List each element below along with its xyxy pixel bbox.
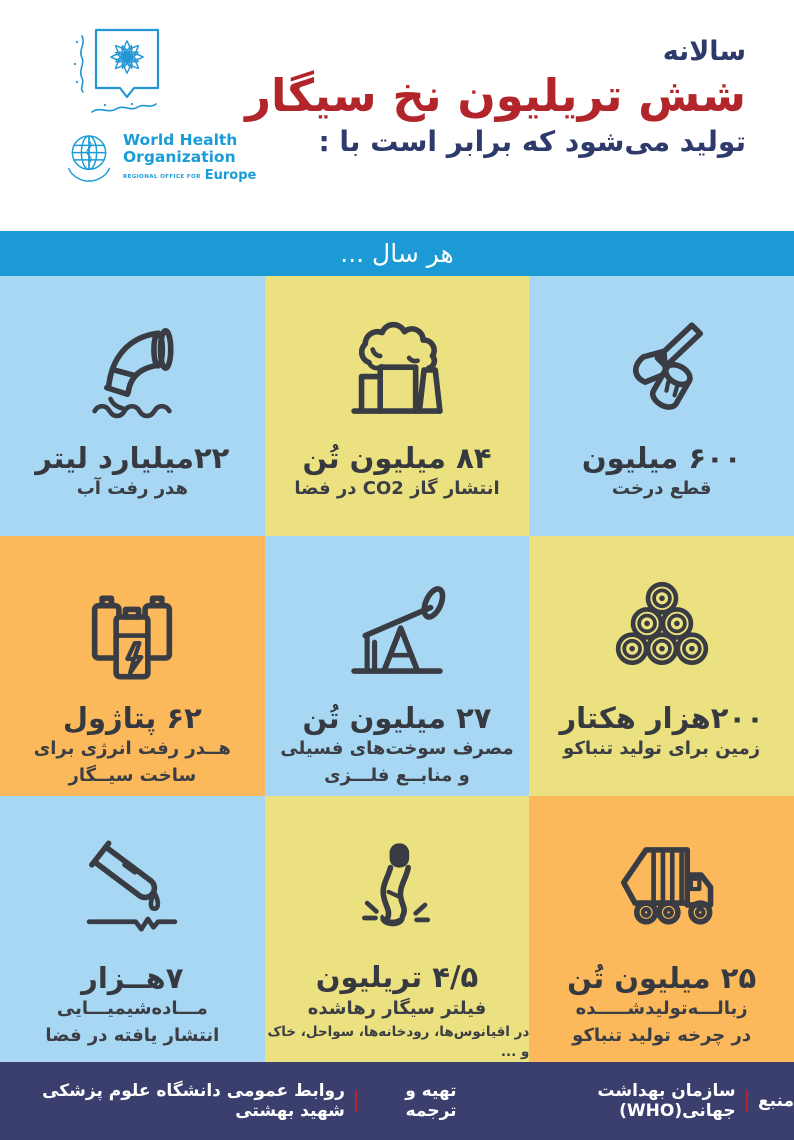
who-name-line1: World Health: [123, 131, 238, 150]
stat-caption-line-1: زبالـــه‌تولیدشـــــده: [575, 998, 748, 1020]
stat-value: ۲۰۰هزار هکتار: [559, 701, 764, 735]
who-region: Europe: [204, 167, 257, 183]
title-line-produced: تولید می‌شود که برابر است با :: [318, 125, 746, 159]
stat-value: ۲۲میلیارد لیتر: [35, 441, 230, 475]
who-name-line2: Organization: [123, 148, 236, 166]
batteries-icon: [76, 566, 188, 694]
stat-caption-line-1: هــدر رفت انرژی برای: [33, 738, 231, 760]
who-wordmark: [123, 132, 256, 181]
stat-caption-line-2: انتشار یافته در فضا: [45, 1025, 220, 1047]
logs-stack-icon: [606, 566, 718, 694]
stat-cell-land: [529, 536, 794, 796]
stats-grid: [0, 276, 794, 1062]
who-office-label: REGIONAL OFFICE FOR: [123, 173, 201, 180]
stat-cell-chemicals: [0, 796, 265, 1062]
stat-cell-water: [0, 276, 265, 536]
footer-separator: [746, 1090, 748, 1112]
footer-credit: [0, 1081, 457, 1121]
banner: [0, 231, 794, 276]
oil-pump-icon: [341, 566, 453, 694]
stat-value: ۶۰۰ میلیون: [581, 441, 742, 475]
stat-caption-line-1: مصرف سوخت‌های فسیلی: [280, 738, 514, 760]
stat-value: ۴/۵ تریلیون: [315, 960, 479, 995]
stat-value: ۲۵ میلیون تُن: [567, 961, 757, 995]
stat-value: ۲۷ میلیون تُن: [302, 701, 492, 735]
stat-caption: انتشار گاز CO2 در فضا: [294, 478, 500, 500]
university-logo: [58, 24, 176, 126]
banner-label: هر سال ...: [340, 239, 454, 268]
axe-log-icon: [606, 306, 718, 434]
footer-source-value: سازمان بهداشت جهانی(WHO): [597, 1081, 736, 1121]
stat-caption: هدر رفت آب: [76, 478, 188, 500]
water-pipe-icon: [76, 306, 188, 434]
footer-source-label: منبع: [757, 1091, 794, 1111]
stat-cell-fuel: [265, 536, 530, 796]
footer-credit-value: روابط عمومی دانشگاه علوم پزشکی شهید بهشتی: [42, 1081, 345, 1121]
university-emblem-icon: [58, 24, 176, 126]
footer-source: [529, 1081, 794, 1121]
footer: [0, 1062, 794, 1140]
stat-caption: قطع درخت: [611, 478, 712, 500]
who-globe-icon: [60, 128, 118, 186]
stat-cell-co2: [265, 276, 530, 536]
who-logo: [60, 128, 256, 186]
stat-caption-line-1: فیلتر سیگار رهاشده: [307, 997, 487, 1019]
title-line-quantity: شش تریلیون نخ سیگار: [245, 69, 746, 123]
footer-credit-label: تهیه و ترجمه: [405, 1081, 457, 1121]
university-calligraphy: [74, 36, 156, 112]
header: [0, 0, 794, 231]
stat-cell-filters: [265, 796, 530, 1062]
stat-value: ۸۴ میلیون تُن: [302, 441, 492, 475]
test-tube-icon: [76, 826, 188, 954]
stat-value: ۶۲ پتاژول: [62, 701, 202, 735]
stat-value: ۷هــزار: [81, 961, 184, 995]
poster-title: [245, 36, 746, 159]
stat-caption-line-2: و منابــع فلـــزی: [324, 765, 470, 787]
title-line-annual: سالانه: [662, 36, 746, 67]
stat-caption: زمین برای تولید تنباکو: [563, 738, 761, 760]
stat-caption-line-2: ساخت سیــگار: [68, 765, 197, 787]
stat-cell-waste: [529, 796, 794, 1062]
footer-separator: [355, 1090, 357, 1112]
stat-caption-line-2: در چرخه تولید تنباکو: [572, 1025, 752, 1047]
garbage-truck-icon: [603, 826, 721, 954]
stat-cell-trees: [529, 276, 794, 536]
cigarette-butt-icon: [341, 826, 453, 953]
stat-caption-line-2: در اقیانوس‌ها، رودخانه‌ها، سواحل، خاک و ...: [267, 1023, 530, 1060]
stat-caption-line-1: مـــاده‌شیمیـــایی: [56, 998, 208, 1020]
factory-smoke-icon: [339, 306, 455, 434]
stat-cell-energy: [0, 536, 265, 796]
